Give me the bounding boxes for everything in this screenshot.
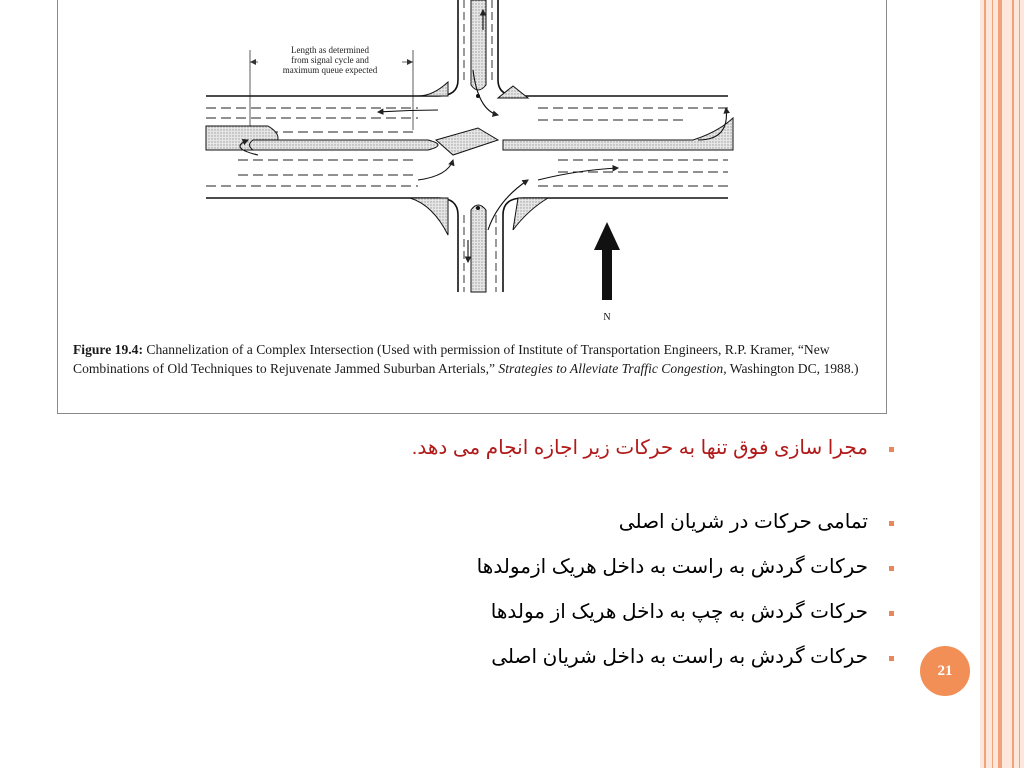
figure-image — [57, 0, 887, 414]
list-item: حرکات گردش به راست به داخل هریک ازمولدها — [94, 554, 894, 580]
list-item: تمامی حرکات در شریان اصلی — [94, 509, 894, 535]
decorative-border-line — [992, 0, 993, 768]
caption-label: Figure 19.4: — [73, 342, 143, 357]
page-number-badge: 21 — [920, 646, 970, 696]
decorative-border-line — [984, 0, 986, 768]
decorative-border-strip — [980, 0, 1024, 768]
bullet-square-icon — [889, 566, 894, 571]
caption-text: Channelization of a Complex Intersection (Used with permission of Institute of Transportation Engineers, R.P. Kramer, “New Combinations of Old Techniques to Rejuvenate Jammed Suburban Arterials,” — [73, 342, 830, 376]
annotation-line-1: Length as determined — [291, 45, 369, 55]
north-label: N — [603, 312, 611, 323]
bullet-square-icon — [889, 521, 894, 526]
bullet-square-icon — [889, 447, 894, 452]
decorative-border-line — [1019, 0, 1020, 768]
list-item: مجرا سازی فوق تنها به حرکات زیر اجازه انجام می دهد. — [94, 435, 894, 461]
annotation-line-2: from signal cycle and — [291, 55, 369, 65]
decorative-border-line — [1012, 0, 1014, 768]
decorative-border-line — [998, 0, 1002, 768]
bullet-square-icon — [889, 656, 894, 661]
bullet-list — [94, 435, 894, 689]
caption-source-title: Strategies to Alleviate Traffic Congestion — [498, 361, 724, 376]
intersection-diagram — [58, 0, 888, 335]
north-arrow-icon — [594, 222, 620, 300]
figure-caption — [73, 340, 878, 378]
bullet-square-icon — [889, 611, 894, 616]
list-item: حرکات گردش به راست به داخل شریان اصلی — [94, 644, 894, 670]
caption-text-end: , Washington DC, 1988.) — [723, 361, 859, 376]
annotation-line-3: maximum queue expected — [282, 65, 378, 75]
list-item: حرکات گردش به چپ به داخل هریک از مولدها — [94, 599, 894, 625]
